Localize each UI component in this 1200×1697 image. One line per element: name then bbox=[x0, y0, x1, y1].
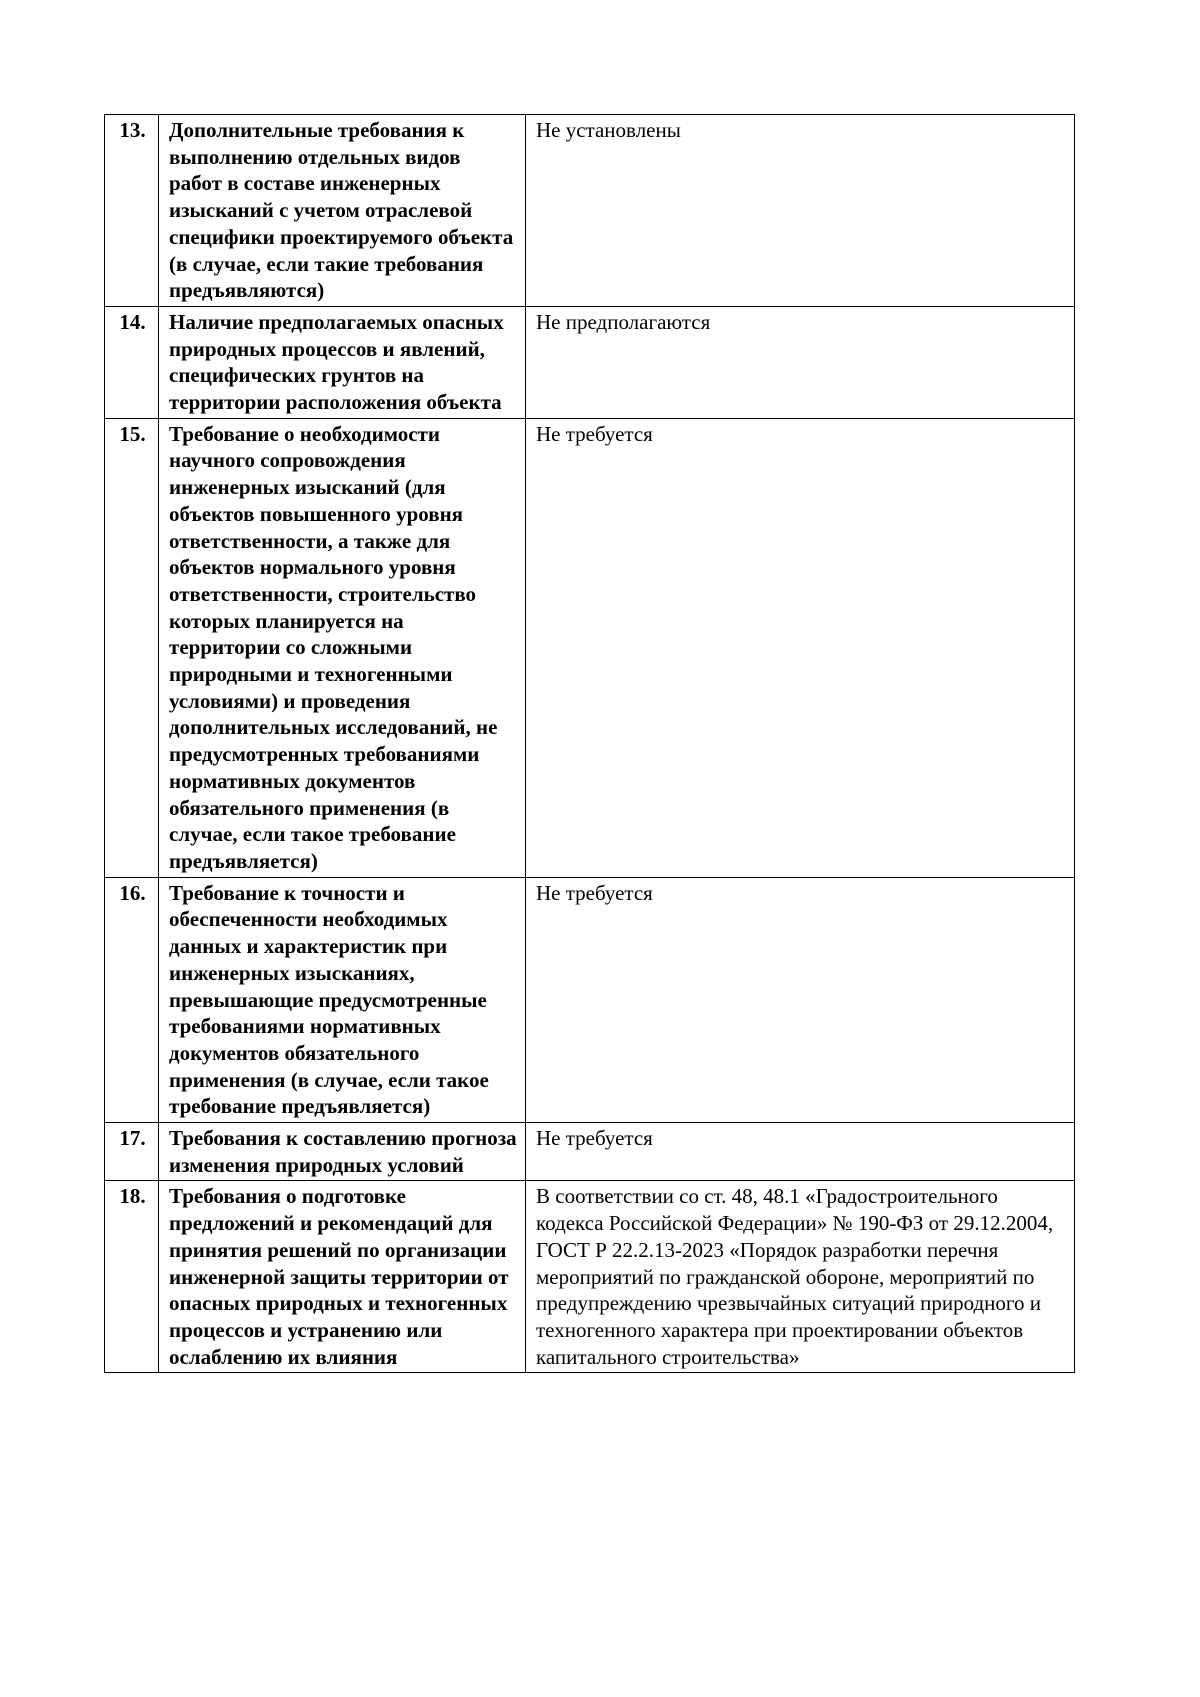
requirement-name: Наличие предполагаемых опасных природных процессов и явлений, специфических грунтов на территории расположения объекта bbox=[159, 306, 526, 418]
row-number: 13. bbox=[105, 115, 159, 307]
requirement-value: Не предполагаются bbox=[526, 306, 1075, 418]
requirement-name: Дополнительные требования к выполнению отдельных видов работ в составе инженерных изысканий с учетом отраслевой специфики проектируемого объекта (в случае, если такие требования предъявляются) bbox=[159, 115, 526, 307]
table-row bbox=[105, 877, 1075, 1122]
requirement-value: Не установлены bbox=[526, 115, 1075, 307]
requirement-name: Требования о подготовке предложений и рекомендаций для принятия решений по организации инженерной защиты территории от опасных природных и техногенных процессов и устранению или ослаблению их влияния bbox=[159, 1181, 526, 1373]
row-number: 16. bbox=[105, 877, 159, 1122]
table-row bbox=[105, 1123, 1075, 1181]
row-number: 17. bbox=[105, 1123, 159, 1181]
table-row bbox=[105, 1181, 1075, 1373]
row-number: 18. bbox=[105, 1181, 159, 1373]
requirement-name: Требование о необходимости научного сопровождения инженерных изысканий (для объектов повышенного уровня ответственности, а также для объектов нормального уровня ответственности, строительство которых планируется на территории со сложными природными и техногенными условиями) и проведения дополнительных исследований, не предусмотренных требованиями нормативных документов обязательного применения (в случае, если такое требование предъявляется) bbox=[159, 418, 526, 877]
table-row bbox=[105, 115, 1075, 307]
row-number: 14. bbox=[105, 306, 159, 418]
table-row bbox=[105, 418, 1075, 877]
row-number: 15. bbox=[105, 418, 159, 877]
document-page bbox=[104, 114, 1074, 1373]
table-row bbox=[105, 306, 1075, 418]
requirement-value: Не требуется bbox=[526, 1123, 1075, 1181]
requirement-name: Требования к составлению прогноза изменения природных условий bbox=[159, 1123, 526, 1181]
requirement-value: Не требуется bbox=[526, 877, 1075, 1122]
requirements-table bbox=[104, 114, 1075, 1373]
requirement-name: Требование к точности и обеспеченности необходимых данных и характеристик при инженерных изысканиях, превышающие предусмотренные требованиями нормативных документов обязательного применения (в случае, если такое требование предъявляется) bbox=[159, 877, 526, 1122]
requirement-value: Не требуется bbox=[526, 418, 1075, 877]
requirement-value: В соответствии со ст. 48, 48.1 «Градостроительного кодекса Российской Федерации» № 190-ФЗ от 29.12.2004, ГОСТ Р 22.2.13-2023 «Порядок разработки перечня мероприятий по гражданской обороне, мероприятий по предупреждению чрезвычайных ситуаций природного и техногенного характера при проектировании объектов капитального строительства» bbox=[526, 1181, 1075, 1373]
